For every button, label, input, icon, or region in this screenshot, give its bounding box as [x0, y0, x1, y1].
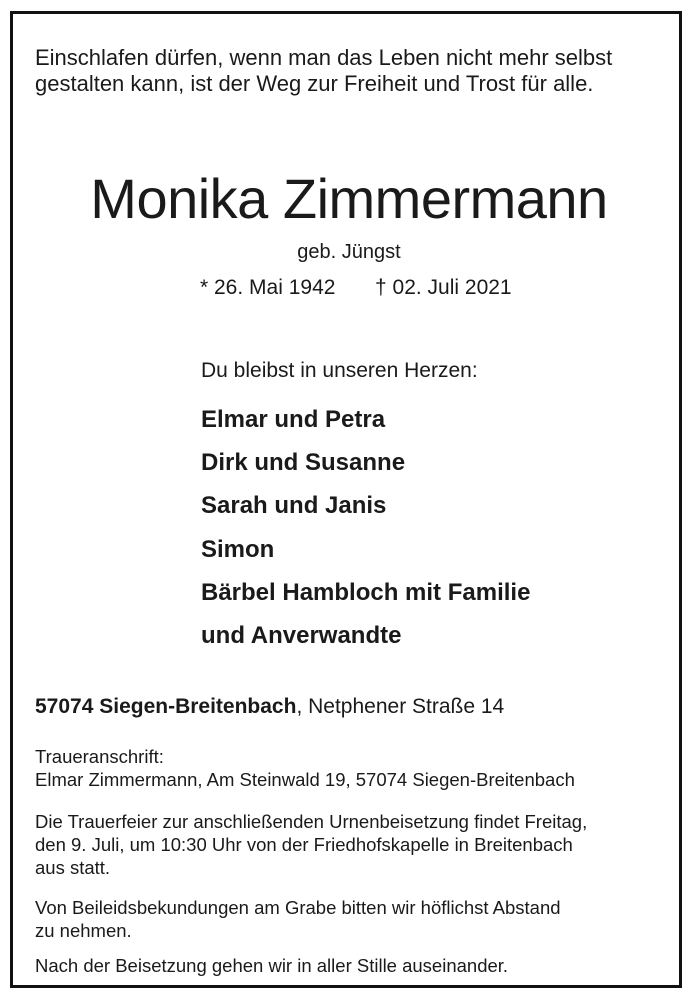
funeral-announcement [35, 810, 587, 879]
mourner-name: Elmar und Petra [201, 406, 386, 433]
motto-line: Einschlafen dürfen, wenn man das Leben nicht mehr selbst [35, 45, 613, 70]
mourner-name: Simon [201, 535, 275, 563]
condolences-note [35, 896, 561, 942]
closing-note: Nach der Beisetzung gehen wir in aller Stille auseinander. [35, 955, 509, 976]
funeral-line: Die Trauerfeier zur anschließenden Urnenbeisetzung findet Freitag, [35, 811, 588, 832]
motto-line: gestalten kann, ist der Weg zur Freiheit und Trost für alle. [35, 71, 594, 96]
mourner-name: Bärbel Hambloch mit Familie [201, 578, 531, 606]
funeral-line: aus statt. [35, 857, 111, 878]
condolence-address-value: Elmar Zimmermann, Am Steinwald 19, 57074 Siegen-Breitenbach [35, 769, 575, 790]
mourner-name: und Anverwandte [201, 622, 402, 650]
mourner-name: Dirk und Susanne [201, 449, 406, 477]
birth-name: geb. Jüngst [297, 241, 401, 263]
obituary-notice [10, 11, 682, 988]
mourners-intro: Du bleibst in unseren Herzen: [201, 359, 478, 382]
condolences-line: zu nehmen. [35, 920, 132, 941]
funeral-line: den 9. Juli, um 10:30 Uhr von der Friedhofskapelle in Breitenbach [35, 834, 573, 855]
death-date: † 02. Juli 2021 [375, 276, 512, 299]
deceased-name: Monika Zimmermann [90, 167, 608, 230]
residence-address [35, 694, 504, 720]
motto-quote [35, 45, 612, 97]
mourners-list [201, 398, 530, 657]
condolence-address [35, 745, 575, 791]
birth-date: * 26. Mai 1942 [200, 276, 336, 299]
condolence-address-label: Traueranschrift: [35, 746, 164, 767]
address-street: , Netphener Straße 14 [296, 695, 505, 718]
mourner-name: Sarah und Janis [201, 492, 387, 520]
address-city: 57074 Siegen-Breitenbach [35, 695, 297, 718]
condolences-line: Von Beileidsbekundungen am Grabe bitten wir höflichst Abstand [35, 897, 561, 918]
